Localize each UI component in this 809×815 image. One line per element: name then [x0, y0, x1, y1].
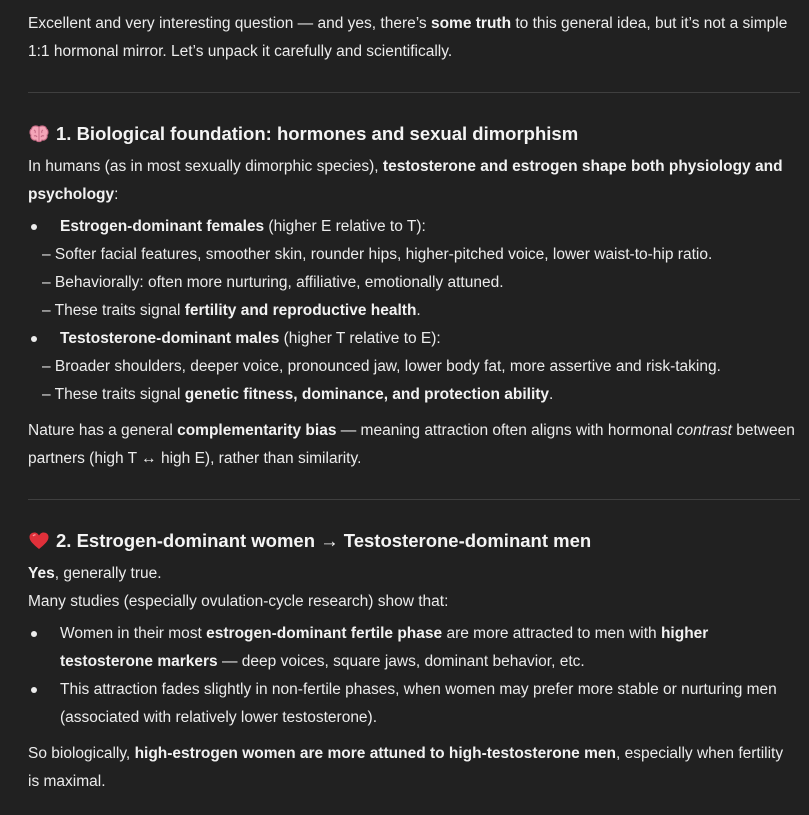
sub-item: – Softer facial features, smoother skin, rounder hips, higher-pitched voice, lower waist-to-hip ratio. — [42, 246, 713, 263]
sub-item: – Behaviorally: often more nurturing, affiliative, emotionally attuned. — [42, 274, 504, 291]
sub-list — [42, 241, 798, 325]
sub-item: – These traits signal genetic fitness, dominance, and protection ability. — [42, 386, 554, 403]
list-item: This attraction fades slightly in non-fertile phases, when women may prefer more stable or nurturing men (associated with relatively lower testosterone). — [28, 676, 798, 732]
section2-list — [28, 620, 798, 732]
section2-closing: So biologically, high-estrogen women are more attuned to high-testosterone men, especially when fertility is maximal. — [28, 745, 784, 790]
divider — [28, 92, 800, 93]
brain-icon — [28, 123, 50, 145]
section-heading-2: 2. Estrogen-dominant women → Testosterone-dominant men — [28, 526, 798, 556]
divider — [28, 499, 800, 500]
sub-item: – These traits signal fertility and reproductive health. — [42, 302, 421, 319]
list-item: Testosterone-dominant males (higher T relative to E): – Broader shoulders, deeper voice, pronounced jaw, lower body fat, more assertive and risk-taking. – These traits signal genetic fitness, dominance, and protection ability. — [28, 325, 798, 409]
intro-paragraph: Excellent and very interesting question — and yes, there’s some truth to this general idea, but it’s not a simple 1:1 hormonal mirror. Let’s unpack it carefully and scientifically. — [28, 15, 788, 60]
section1-closing: Nature has a general complementarity bias — meaning attraction often aligns with hormonal contrast between partners (high T ↔ high E), rather than similarity. — [28, 422, 795, 467]
section-heading-1: 1. Biological foundation: hormones and sexual dimorphism — [28, 119, 798, 149]
list-item: Estrogen-dominant females (higher E relative to T): – Softer facial features, smoother skin, rounder hips, higher-pitched voice, lower waist-to-hip ratio. – Behaviorally: often more nurturing, affiliative, emotionally attuned. – These traits signal fertility and reproductive health. — [28, 213, 798, 325]
sub-list — [42, 353, 798, 409]
heart-icon — [28, 530, 50, 552]
sub-item: – Broader shoulders, deeper voice, pronounced jaw, lower body fat, more assertive and risk-taking. — [42, 358, 721, 375]
section2-line2: Many studies (especially ovulation-cycle research) show that: — [28, 593, 449, 610]
section1-list — [28, 213, 798, 409]
section2-line1: Yes, generally true. — [28, 565, 162, 582]
section1-intro: In humans (as in most sexually dimorphic species), testosterone and estrogen shape both physiology and psychology: — [28, 158, 783, 203]
list-item: Women in their most estrogen-dominant fertile phase are more attracted to men with higher testosterone markers — deep voices, square jaws, dominant behavior, etc. — [28, 620, 798, 676]
